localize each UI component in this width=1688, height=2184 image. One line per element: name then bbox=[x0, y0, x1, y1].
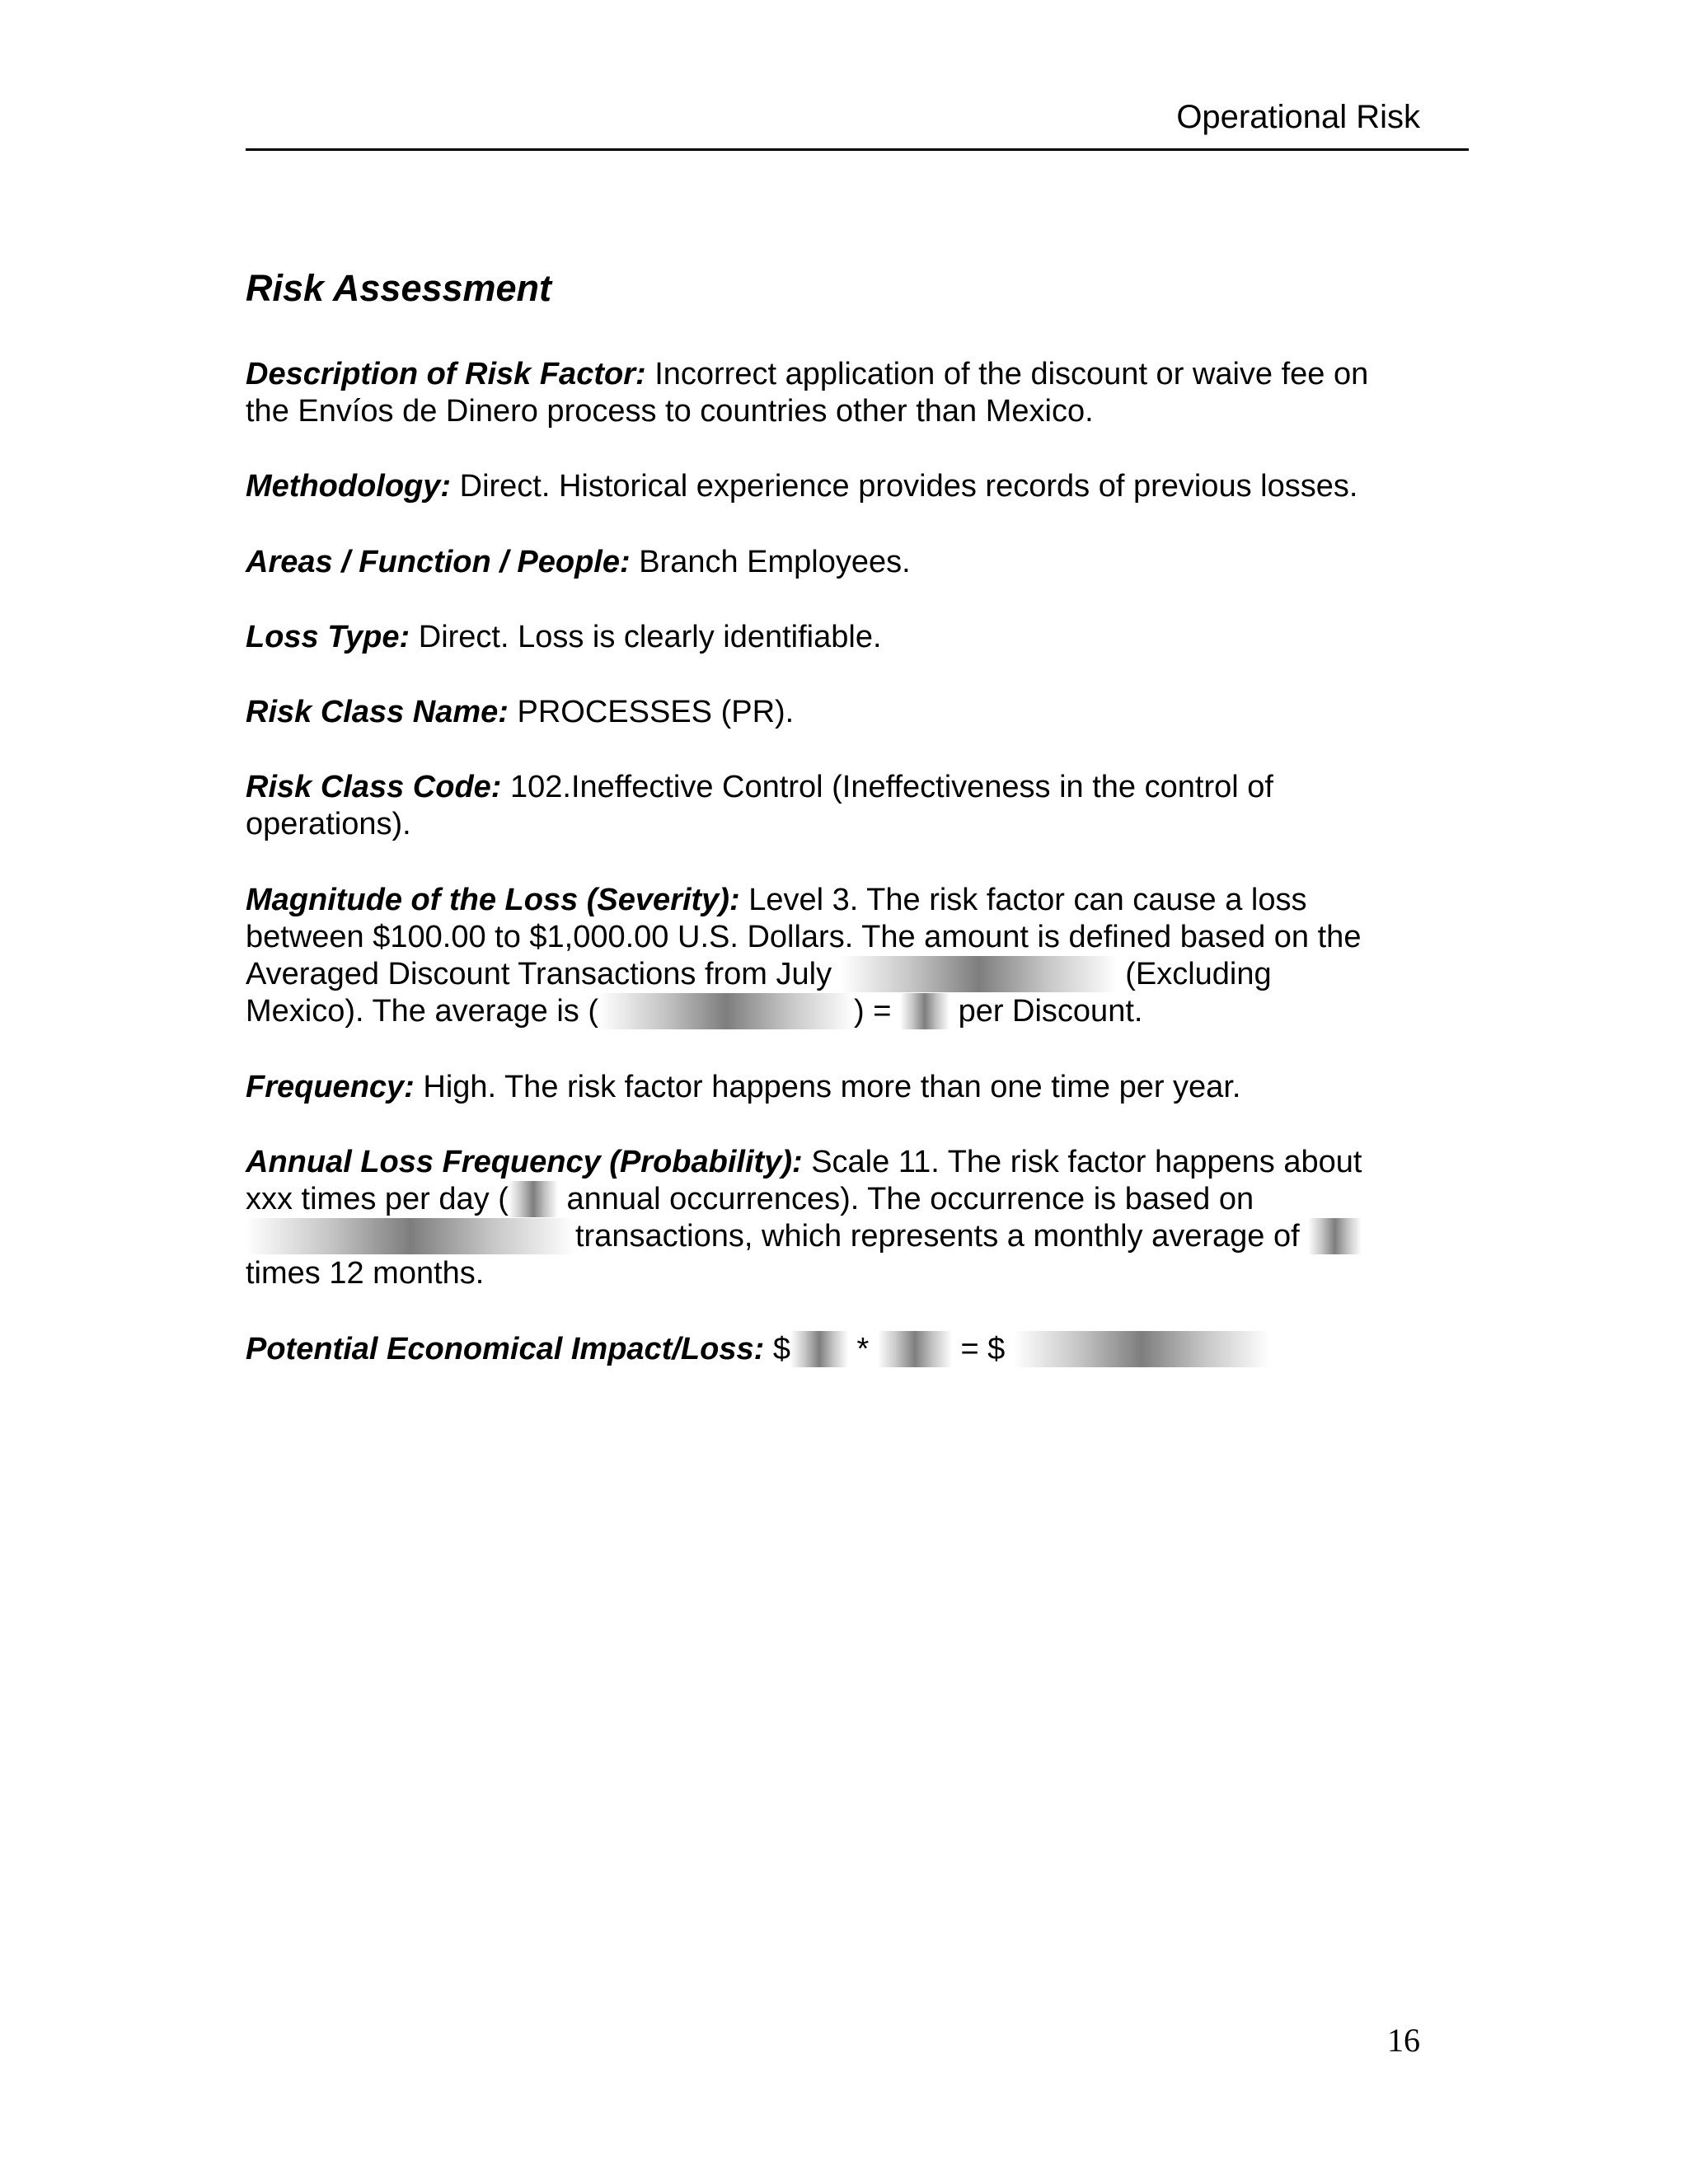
annual-loss-text-2a: xxx times per day ( bbox=[246, 1182, 509, 1216]
risk-class-code-paragraph bbox=[246, 769, 1441, 843]
risk-class-name-text: PROCESSES (PR). bbox=[517, 695, 795, 729]
description-paragraph bbox=[246, 356, 1441, 430]
risk-class-code-label: Risk Class Code: bbox=[246, 770, 502, 804]
description-text-2: the Envíos de Dinero process to countries other than Mexico. bbox=[246, 394, 1094, 429]
redaction-block bbox=[598, 993, 854, 1029]
annual-loss-paragraph bbox=[246, 1144, 1441, 1292]
magnitude-text-2: between $100.00 to $1,000.00 U.S. Dollars. The amount is defined based on the bbox=[246, 920, 1362, 954]
annual-loss-text-2b: annual occurrences). The occurrence is based on bbox=[566, 1182, 1254, 1216]
magnitude-text-3b: (Excluding bbox=[1125, 957, 1272, 991]
potential-impact-label: Potential Economical Impact/Loss: bbox=[246, 1332, 765, 1366]
areas-paragraph bbox=[246, 544, 1441, 581]
annual-loss-label: Annual Loss Frequency (Probability): bbox=[246, 1145, 803, 1179]
frequency-paragraph bbox=[246, 1069, 1441, 1106]
page-number: 16 bbox=[1387, 2022, 1420, 2059]
methodology-paragraph bbox=[246, 468, 1441, 505]
magnitude-label: Magnitude of the Loss (Severity): bbox=[246, 883, 740, 917]
loss-type-text: Direct. Loss is clearly identifiable. bbox=[418, 620, 882, 654]
potential-times: * bbox=[856, 1332, 870, 1366]
risk-class-code-text-2: operations). bbox=[246, 807, 411, 841]
redaction-block bbox=[790, 1331, 848, 1367]
areas-label: Areas / Function / People: bbox=[246, 545, 631, 579]
redaction-block bbox=[1014, 1331, 1269, 1367]
description-text-1: Incorrect application of the discount or waive fee on bbox=[654, 357, 1369, 391]
description-label: Description of Risk Factor: bbox=[246, 357, 646, 391]
magnitude-paragraph bbox=[246, 882, 1441, 1030]
redaction-block bbox=[509, 1181, 558, 1217]
risk-class-name-label: Risk Class Name: bbox=[246, 695, 509, 729]
loss-type-label: Loss Type: bbox=[246, 620, 410, 654]
magnitude-text-1: Level 3. The risk factor can cause a loss bbox=[748, 883, 1307, 917]
potential-dollar: $ bbox=[772, 1332, 790, 1366]
risk-class-code-text-1: 102.Ineffective Control (Ineffectiveness in the control of bbox=[510, 770, 1273, 804]
methodology-text: Direct. Historical experience provides records of previous losses. bbox=[459, 469, 1358, 504]
potential-impact-paragraph bbox=[246, 1331, 1441, 1368]
redaction-block bbox=[900, 993, 950, 1029]
magnitude-text-3a: Averaged Discount Transactions from July bbox=[246, 957, 832, 991]
risk-class-name-paragraph bbox=[246, 694, 1441, 731]
section-title: Risk Assessment bbox=[246, 267, 552, 309]
potential-equals: = $ bbox=[960, 1332, 1006, 1366]
magnitude-text-4b: ) = bbox=[854, 994, 892, 1029]
annual-loss-text-1: Scale 11. The risk factor happens about bbox=[811, 1145, 1362, 1179]
magnitude-text-4a: Mexico). The average is ( bbox=[246, 994, 599, 1029]
loss-type-paragraph bbox=[246, 619, 1441, 656]
areas-text: Branch Employees. bbox=[639, 545, 911, 579]
frequency-label: Frequency: bbox=[246, 1070, 415, 1104]
magnitude-text-4c: per Discount. bbox=[958, 994, 1143, 1029]
header-title: Operational Risk bbox=[1176, 99, 1420, 135]
redaction-block bbox=[841, 956, 1117, 992]
redaction-block bbox=[878, 1331, 952, 1367]
methodology-label: Methodology: bbox=[246, 469, 452, 504]
redaction-block bbox=[246, 1218, 575, 1254]
annual-loss-text-3a: transactions, which represents a monthly average of bbox=[575, 1219, 1300, 1254]
header-rule bbox=[246, 148, 1469, 151]
redaction-block bbox=[1308, 1218, 1362, 1254]
annual-loss-text-4: times 12 months. bbox=[246, 1256, 485, 1291]
frequency-text: High. The risk factor happens more than one time per year. bbox=[423, 1070, 1241, 1104]
